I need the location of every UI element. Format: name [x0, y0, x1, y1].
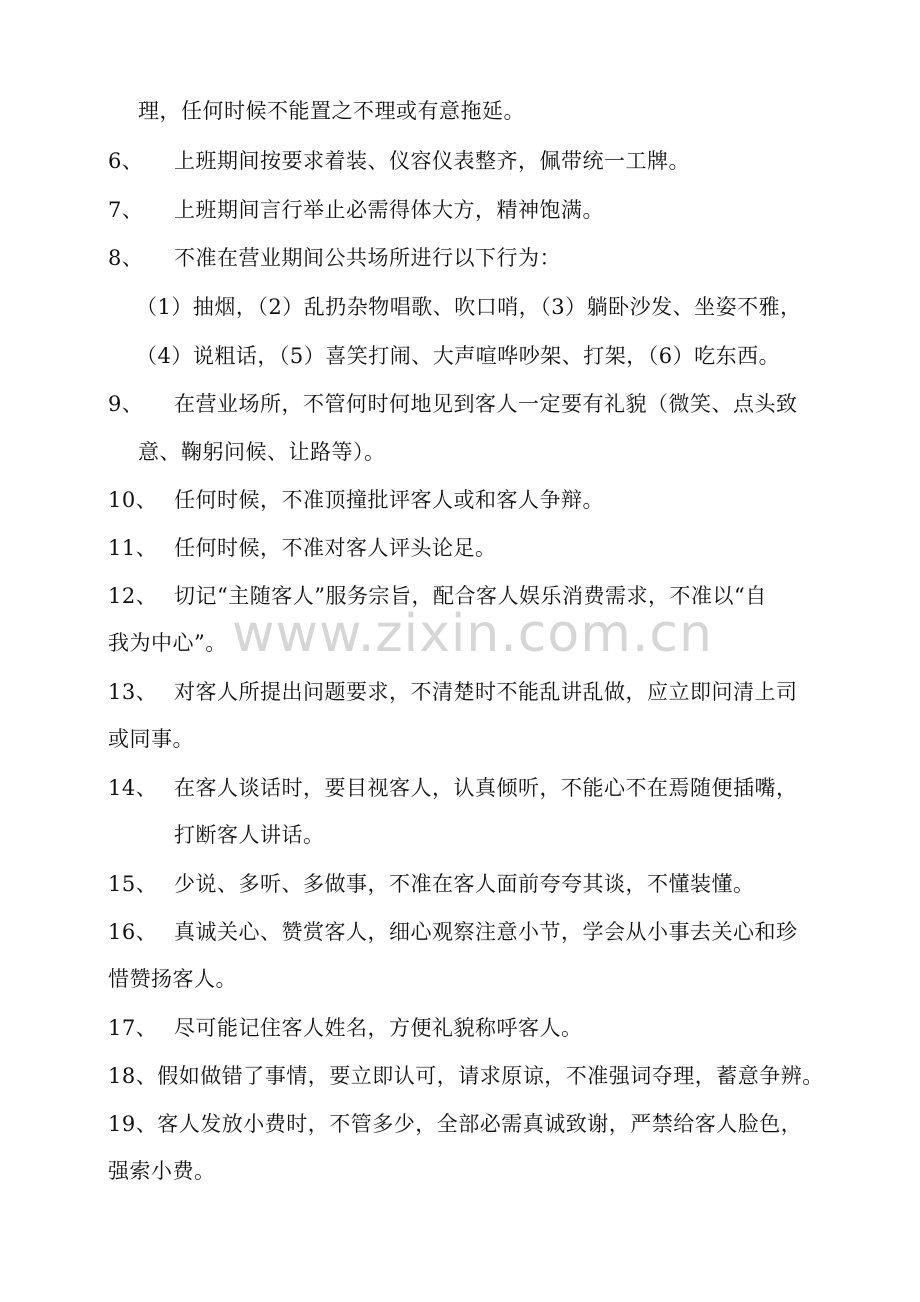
item-number: 16、 — [108, 920, 158, 944]
rule-item-8 — [108, 243, 561, 273]
rule-item-9 — [108, 389, 798, 419]
rule-item-16 — [108, 917, 798, 947]
text-line — [108, 628, 227, 658]
rule-item-15 — [108, 869, 755, 899]
text-line — [138, 96, 525, 126]
item-text: 对客人所提出问题要求，不清楚时不能乱讲乱做，应立即问清上司 — [174, 680, 798, 704]
rule-item-10 — [108, 485, 604, 515]
item-number: 17、 — [108, 1016, 158, 1040]
item-number: 14、 — [108, 776, 158, 800]
item-number: 6、 — [108, 149, 144, 173]
rule-item-6 — [108, 146, 690, 176]
line-text: 或同事。 — [108, 727, 194, 751]
text-line — [108, 964, 237, 994]
item-number: 12、 — [108, 584, 158, 608]
item-text: 尽可能记住客人姓名，方便礼貌称呼客人。 — [174, 1016, 583, 1040]
rule-item-11 — [108, 533, 497, 563]
item-number: 13、 — [108, 680, 158, 704]
item-number: 7、 — [108, 198, 144, 222]
text-line — [108, 1156, 216, 1186]
item-text: 不准在营业期间公共场所进行以下行为： — [174, 246, 561, 270]
item-text: 任何时候，不准对客人评头论足。 — [174, 536, 497, 560]
watermark: www.zixin.com.cn — [232, 604, 713, 664]
line-text: （4）说粗话，（5）喜笑打闹、大声喧哗吵架、打架，（6）吃东西。 — [136, 344, 781, 368]
text-line — [138, 437, 386, 467]
item-number: 15、 — [108, 872, 158, 896]
line-text: 理，任何时候不能置之不理或有意拖延。 — [138, 99, 525, 123]
rule-item-13 — [108, 677, 798, 707]
item-text: 18、假如做错了事情，要立即认可，请求原谅，不准强词夺理，蓄意争辨。 — [108, 1064, 824, 1088]
item-text: 上班期间言行举止必需得体大方，精神饱满。 — [174, 198, 604, 222]
item-text: 真诚关心、赞赏客人，细心观察注意小节，学会从小事去关心和珍 — [174, 920, 798, 944]
item-number: 8、 — [108, 246, 144, 270]
text-line — [136, 292, 802, 322]
item-number: 11、 — [108, 536, 158, 560]
rule-item-7 — [108, 195, 604, 225]
item-number: 9、 — [108, 392, 144, 416]
item-text: 上班期间按要求着装、仪容仪表整齐，佩带统一工牌。 — [174, 149, 690, 173]
text-line — [108, 724, 194, 754]
item-text: 在营业场所，不管何时何地见到客人一定要有礼貌（微笑、点头致 — [174, 392, 798, 416]
rule-item-12 — [108, 581, 767, 611]
item-text: 任何时候，不准顶撞批评客人或和客人争辩。 — [174, 488, 604, 512]
rule-item-18 — [108, 1061, 824, 1091]
rule-item-14 — [108, 773, 798, 803]
line-text: （1）抽烟，（2）乱扔杂物唱歌、吹口哨，（3）躺卧沙发、坐姿不雅， — [136, 295, 802, 319]
rule-item-17 — [108, 1013, 583, 1043]
item-text: 在客人谈话时，要目视客人，认真倾听，不能心不在焉随便插嘴， — [174, 776, 798, 800]
text-line — [174, 820, 325, 850]
line-text: 惜赞扬客人。 — [108, 967, 237, 991]
line-text: 强索小费。 — [108, 1159, 216, 1183]
line-text: 我为中心”。 — [108, 631, 227, 655]
item-text: 少说、多听、多做事，不准在客人面前夸夸其谈，不懂装懂。 — [174, 872, 755, 896]
item-number: 10、 — [108, 488, 158, 512]
text-line — [136, 341, 780, 371]
item-text: 切记“主随客人”服务宗旨，配合客人娱乐消费需求，不准以“自 — [174, 584, 767, 608]
item-text: 19、客人发放小费时，不管多少，全部必需真诚致谢，严禁给客人脸色， — [108, 1112, 803, 1136]
rule-item-19 — [108, 1109, 802, 1139]
line-text: 打断客人讲话。 — [174, 823, 325, 847]
line-text: 意、鞠躬问候、让路等）。 — [138, 440, 386, 464]
